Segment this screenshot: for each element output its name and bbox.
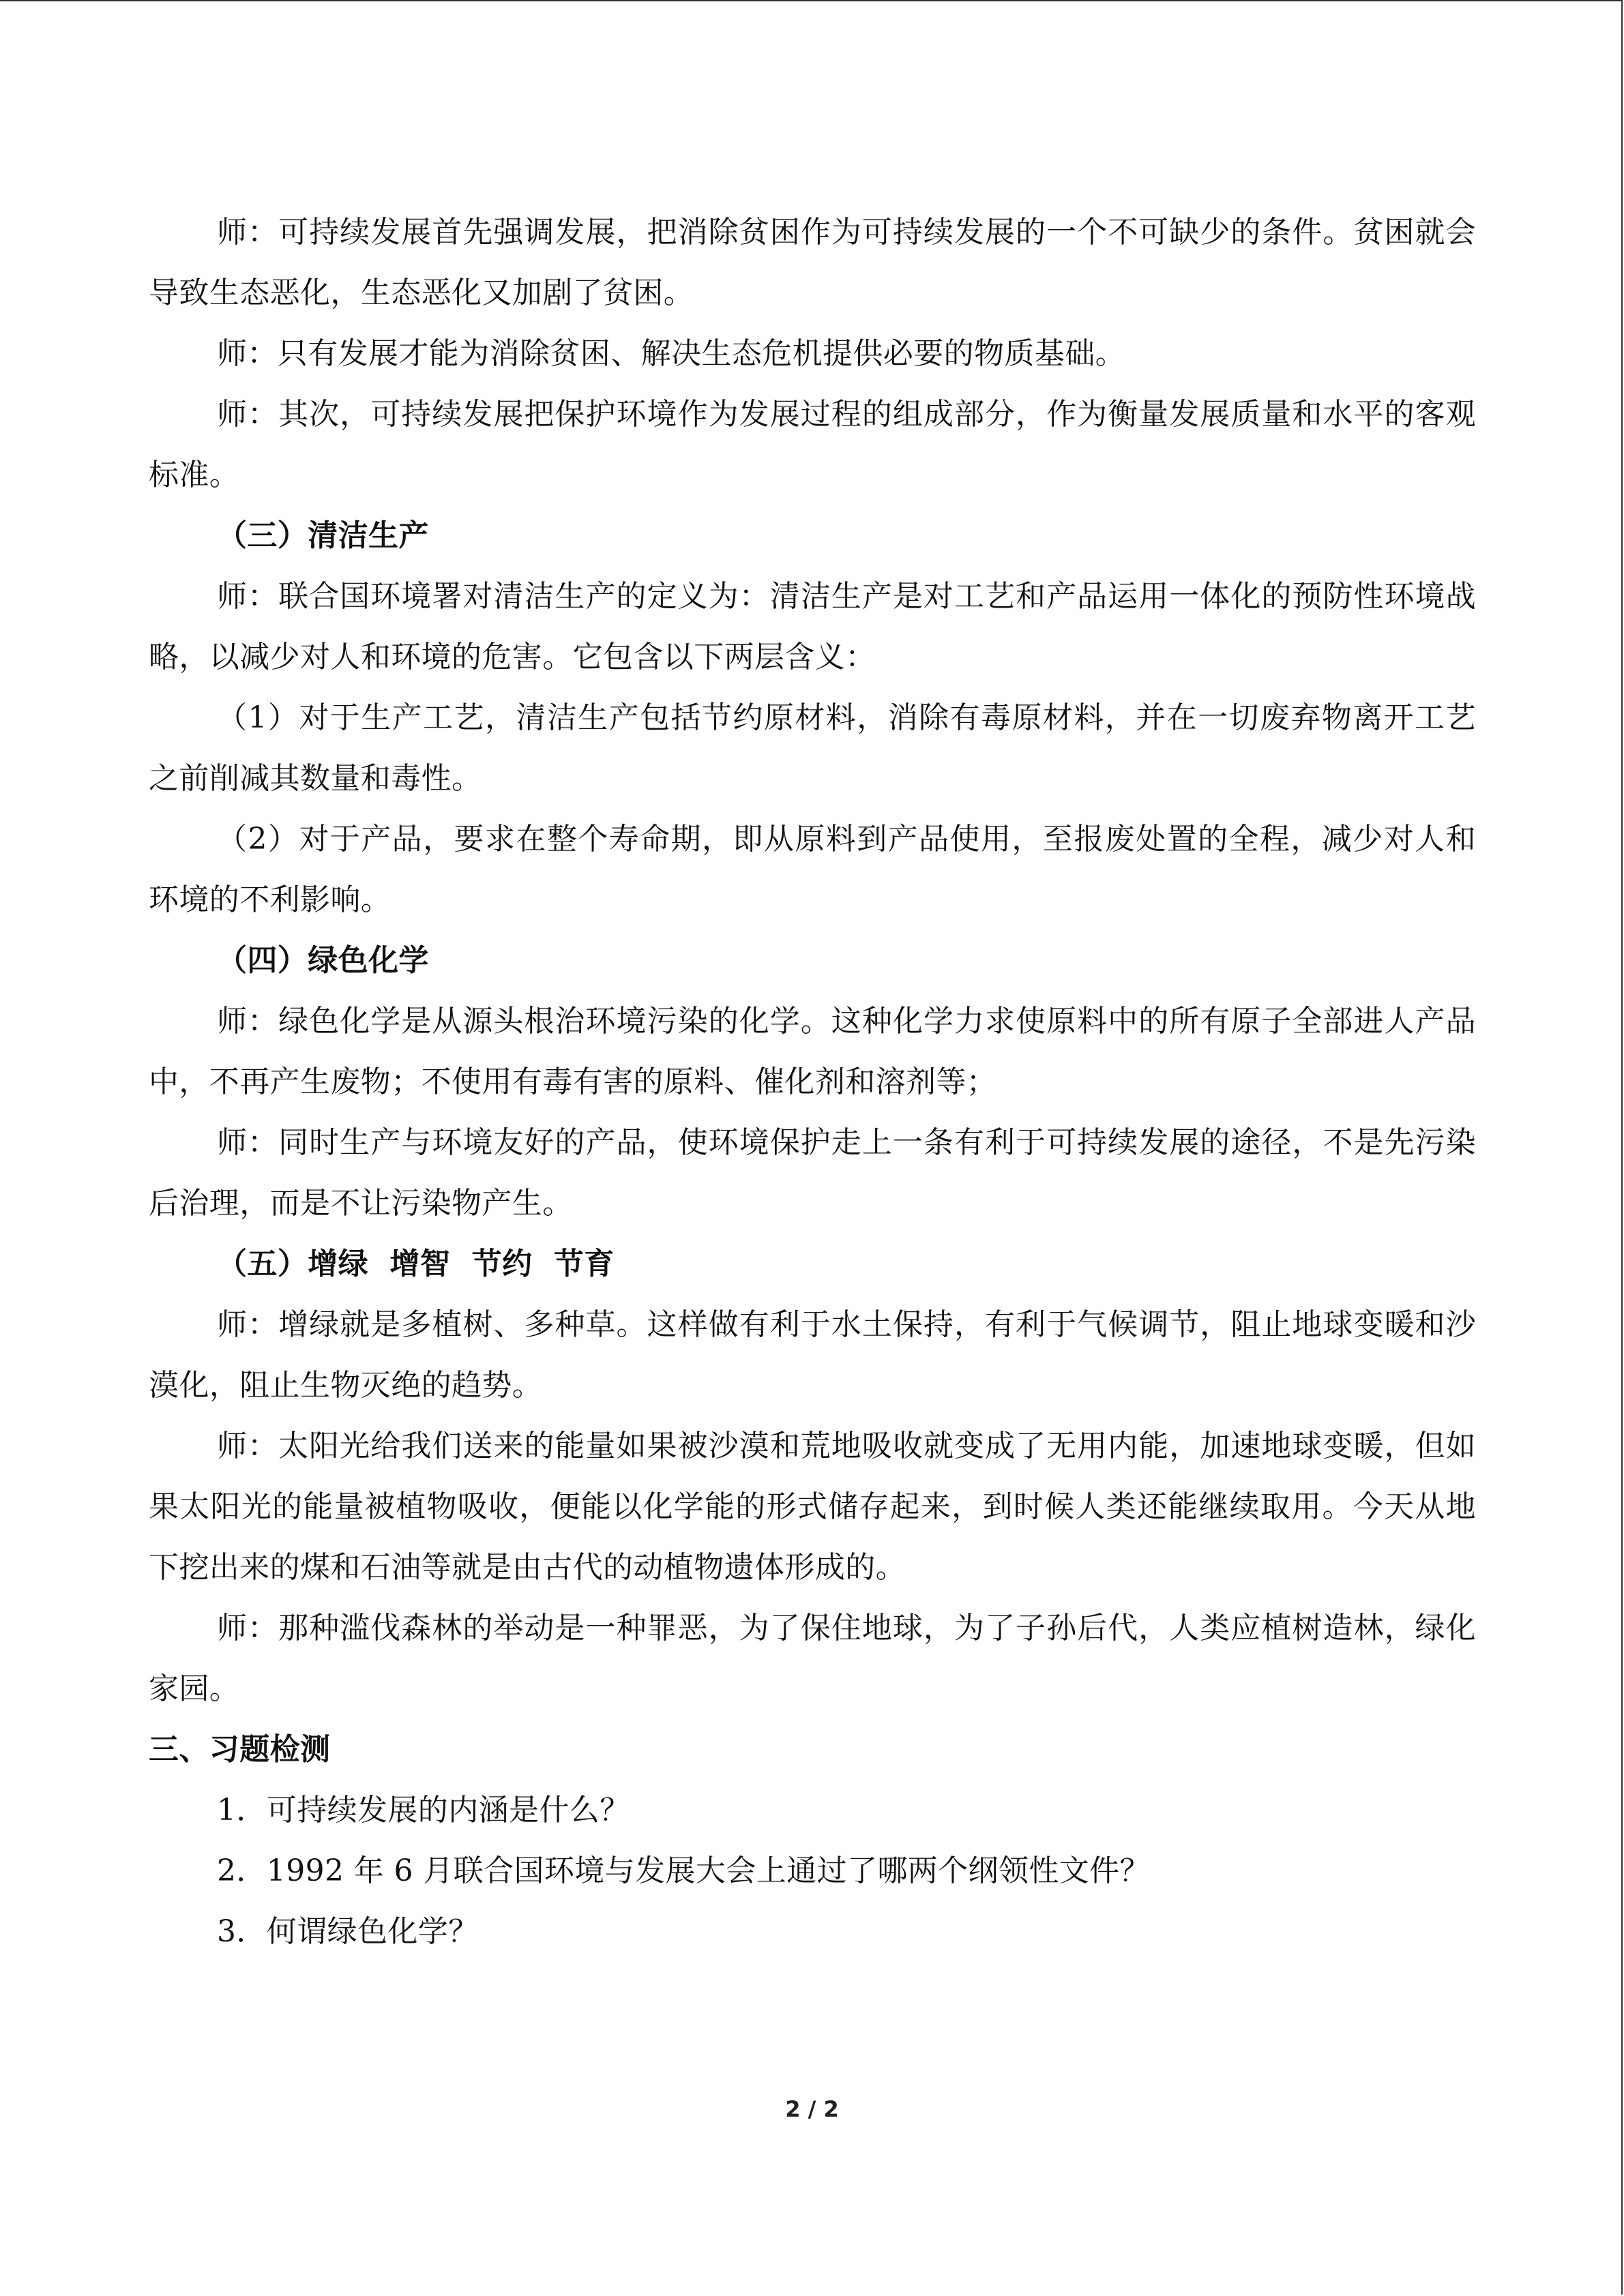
page-number: 2 / 2 <box>785 2096 839 2122</box>
paragraph-teacher-environment: 师：其次，可持续发展把保护环境作为发展过程的组成部分，作为衡量发展质量和水平的客观标准。 <box>149 397 1476 492</box>
paragraph-green-chemistry: 师：绿色化学是从源头根治环境污染的化学。这种化学力求使原料中的所有原子全部进人产品中，不再产生废物；不使用有毒有害的原料、催化剂和溶剂等； <box>149 1004 1476 1099</box>
paragraph-product: （2）对于产品，要求在整个寿命期，即从原料到产品使用，至报废处置的全程，减少对人和环境的不利影响。 <box>149 822 1476 917</box>
exercise-question-1: 1．可持续发展的内涵是什么？ <box>217 1793 630 1828</box>
exercise-question-2: 2．1992 年 6 月联合国环境与发展大会上通过了哪两个纲领性文件？ <box>217 1853 1150 1888</box>
paragraph-clean-production-definition: 师：联合国环境署对清洁生产的定义为：清洁生产是对工艺和产品运用一体化的预防性环境战略，以减少对人和环境的危害。它包含以下两层含义： <box>149 579 1476 674</box>
paragraph-friendly-products: 师：同时生产与环境友好的产品，使环境保护走上一条有利于可持续发展的途径，不是先污染后治理，而是不让污染物产生。 <box>149 1125 1476 1221</box>
paragraph-solar-energy: 师：太阳光给我们送来的能量如果被沙漠和荒地吸收就变成了无用内能，加速地球变暖，但如果太阳光的能量被植物吸收，便能以化学能的形式储存起来，到时候人类还能继续取用。今天从地下挖出来的煤和石油等就是由古代的动植物遗体形成的。 <box>149 1429 1476 1585</box>
paragraph-teacher-poverty: 师：只有发展才能为消除贫困、解决生态危机提供必要的物质基础。 <box>217 336 1125 371</box>
paragraph-greening: 师：增绿就是多植树、多种草。这样做有利于水土保持，有利于气候调节，阻止地球变暖和沙漠化，阻止生物灭绝的趋势。 <box>149 1307 1476 1403</box>
section-heading-green-chemistry: （四）绿色化学 <box>217 943 429 978</box>
document-body <box>149 202 1476 1962</box>
exercise-question-3: 3．何谓绿色化学？ <box>217 1914 479 1949</box>
section-heading-clean-production: （三）清洁生产 <box>217 518 429 553</box>
section-heading-exercises: 三、习题检测 <box>149 1732 331 1767</box>
paragraph-teacher-development: 师：可持续发展首先强调发展，把消除贫困作为可持续发展的一个不可缺少的条件。贫困就会导致生态恶化，生态恶化又加剧了贫困。 <box>149 215 1476 310</box>
paragraph-deforestation: 师：那种滥伐森林的举动是一种罪恶，为了保住地球，为了子孙后代，人类应植树造林，绿化家园。 <box>149 1611 1476 1706</box>
paragraph-production-process: （1）对于生产工艺，清洁生产包括节约原材料，消除有毒原材料，并在一切废弃物离开工艺之前削减其数量和毒性。 <box>149 700 1476 796</box>
section-heading-greening: （五）增绿 增智 节约 节育 <box>217 1247 615 1281</box>
